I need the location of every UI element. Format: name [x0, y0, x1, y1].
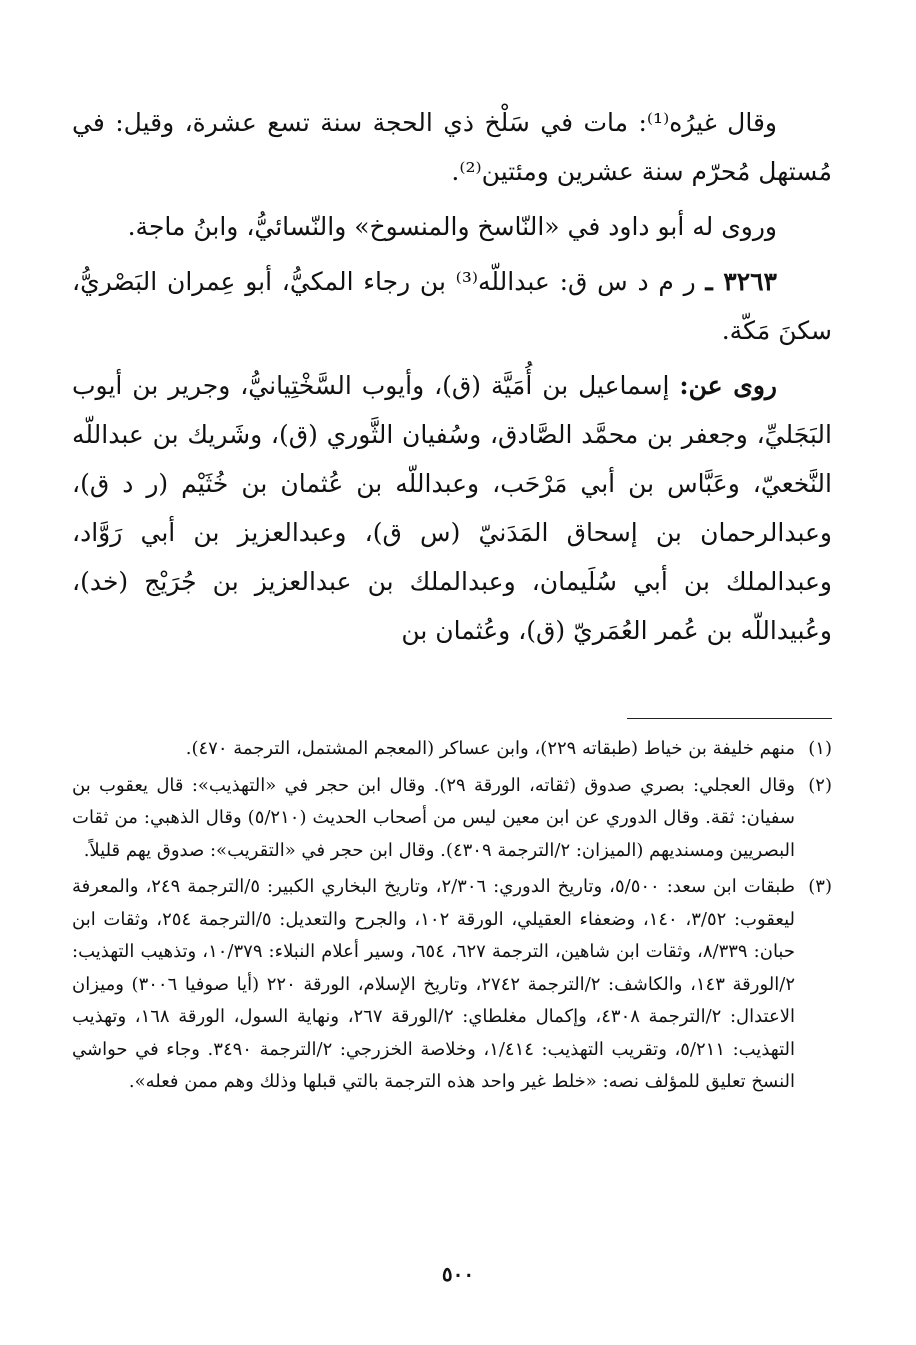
biography-entry-header — [72, 257, 832, 355]
paragraph-death-date — [72, 98, 832, 196]
main-text — [72, 98, 832, 661]
paragraph-death-date-text: وقال غيرُه⁽¹⁾: مات في سَلْخ ذي الحجة سنة تسع عشرة، وقيل: في مُستهل مُحرّم سنة عشرين ومئتين⁽²⁾. — [72, 108, 832, 186]
footnote-1-number: (١) — [808, 738, 832, 759]
footnote-1 — [72, 733, 832, 766]
entry-number: ٣٢٦٣ ـ — [705, 267, 777, 296]
footnotes — [72, 733, 832, 1103]
footnote-2-number: (٢) — [808, 774, 832, 796]
narrated-from-text: إسماعيل بن أُمَيَّة (ق)، وأيوب السَّخْتِيانيُّ، وجرير بن أيوب البَجَليِّ، وجعفر بن محمَّد الصَّادق، وسُفيان الثَّوري (ق)، وشَريك بن عبداللّه النَّخعيّ، وعَبَّاس بن أبي مَرْحَب، وعبداللّه بن عُثمان بن خُثَيْم (ر د ق)، وعبدالرحمان بن إسحاق المَدَنيّ (س ق)، وعبدالعزيز بن أبي رَوَّاد، وعبدالملك بن أبي سُلَيمان، وعبدالملك بن عبدالعزيز بن جُرَيْج (خد)، وعُبيداللّه بن عُمر العُمَريّ (ق)، وعُثمان بن — [72, 371, 832, 645]
footnote-divider — [627, 718, 832, 719]
footnote-2 — [72, 770, 832, 868]
footnote-1-text: منهم خليفة بن خياط (طبقاته ٢٢٩)، وابن عساكر (المعجم المشتمل، الترجمة ٤٧٠). — [185, 738, 795, 759]
footnote-3-number: (٣) — [808, 876, 832, 897]
footnote-3 — [72, 871, 832, 1099]
page-number: ٥٠٠ — [441, 1262, 475, 1286]
paragraph-narrators — [72, 202, 832, 251]
entry-text: ر م د س ق: عبداللّه⁽³⁾ بن رجاء المكيُّ، أبو عِمران البَصْريُّ، سكنَ مَكّة. — [72, 267, 832, 345]
narrated-from-paragraph — [72, 361, 832, 655]
paragraph-narrators-text: وروى له أبو داود في «النّاسخ والمنسوخ» والنّسائيُّ، وابنُ ماجة. — [127, 212, 777, 241]
narrated-from-label: روى عن: — [679, 371, 778, 400]
footnote-3-text: طبقات ابن سعد: ٥/٥٠٠، وتاريخ الدوري: ٢/٣٠٦، وتاريخ البخاري الكبير: ٥/الترجمة ٢٤٩، والمعرفة ليعقوب: ٣/٥٢، ١٤٠، وضعفاء العقيلي، الورقة ١٠٢، والجرح والتعديل: ٥/الترجمة ٢٥٤، وثقات ابن حبان: ٨/٣٣٩، وثقات ابن شاهين، الترجمة ٦٢٧، ٦٥٤، وسير أعلام النبلاء: ١٠/٣٧٩، وتذهيب التهذيب: ٢/الورقة ١٤٣، والكاشف: ٢/الترجمة ٢٧٤٢، وتاريخ الإسلام، الورقة ٢٢٠ (أيا صوفيا ٣٠٠٦) وميزان الاعتدال: ٢/الترجمة ٤٣٠٨، وإكمال مغلطاي: ٢/الورقة ٢٦٧، ونهاية السول، الورقة ١٦٨، وتهذيب التهذيب: ٥/٢١١، وتقريب التهذيب: ١/٤١٤، وخلاصة الخزرجي: ٢/الترجمة ٣٤٩٠. وجاء في حواشي النسخ تعليق للمؤلف نصه: «خلط غير واحد هذه الترجمة بالتي قبلها وذلك وهم ممن فعله». — [72, 876, 795, 1092]
footnote-2-text: وقال العجلي: بصري صدوق (ثقاته، الورقة ٢٩). وقال ابن حجر في «التهذيب»: قال يعقوب بن سفيان: ثقة. وقال الدوري عن ابن معين ليس من أصحاب الحديث (٥/٢١٠) وقال الذهبي: من ثقات البصريين ومسنديهم (الميزان: ٢/الترجمة ٤٣٠٩). وقال ابن حجر في «التقريب»: صدوق يهم قليلاً. — [72, 774, 796, 861]
